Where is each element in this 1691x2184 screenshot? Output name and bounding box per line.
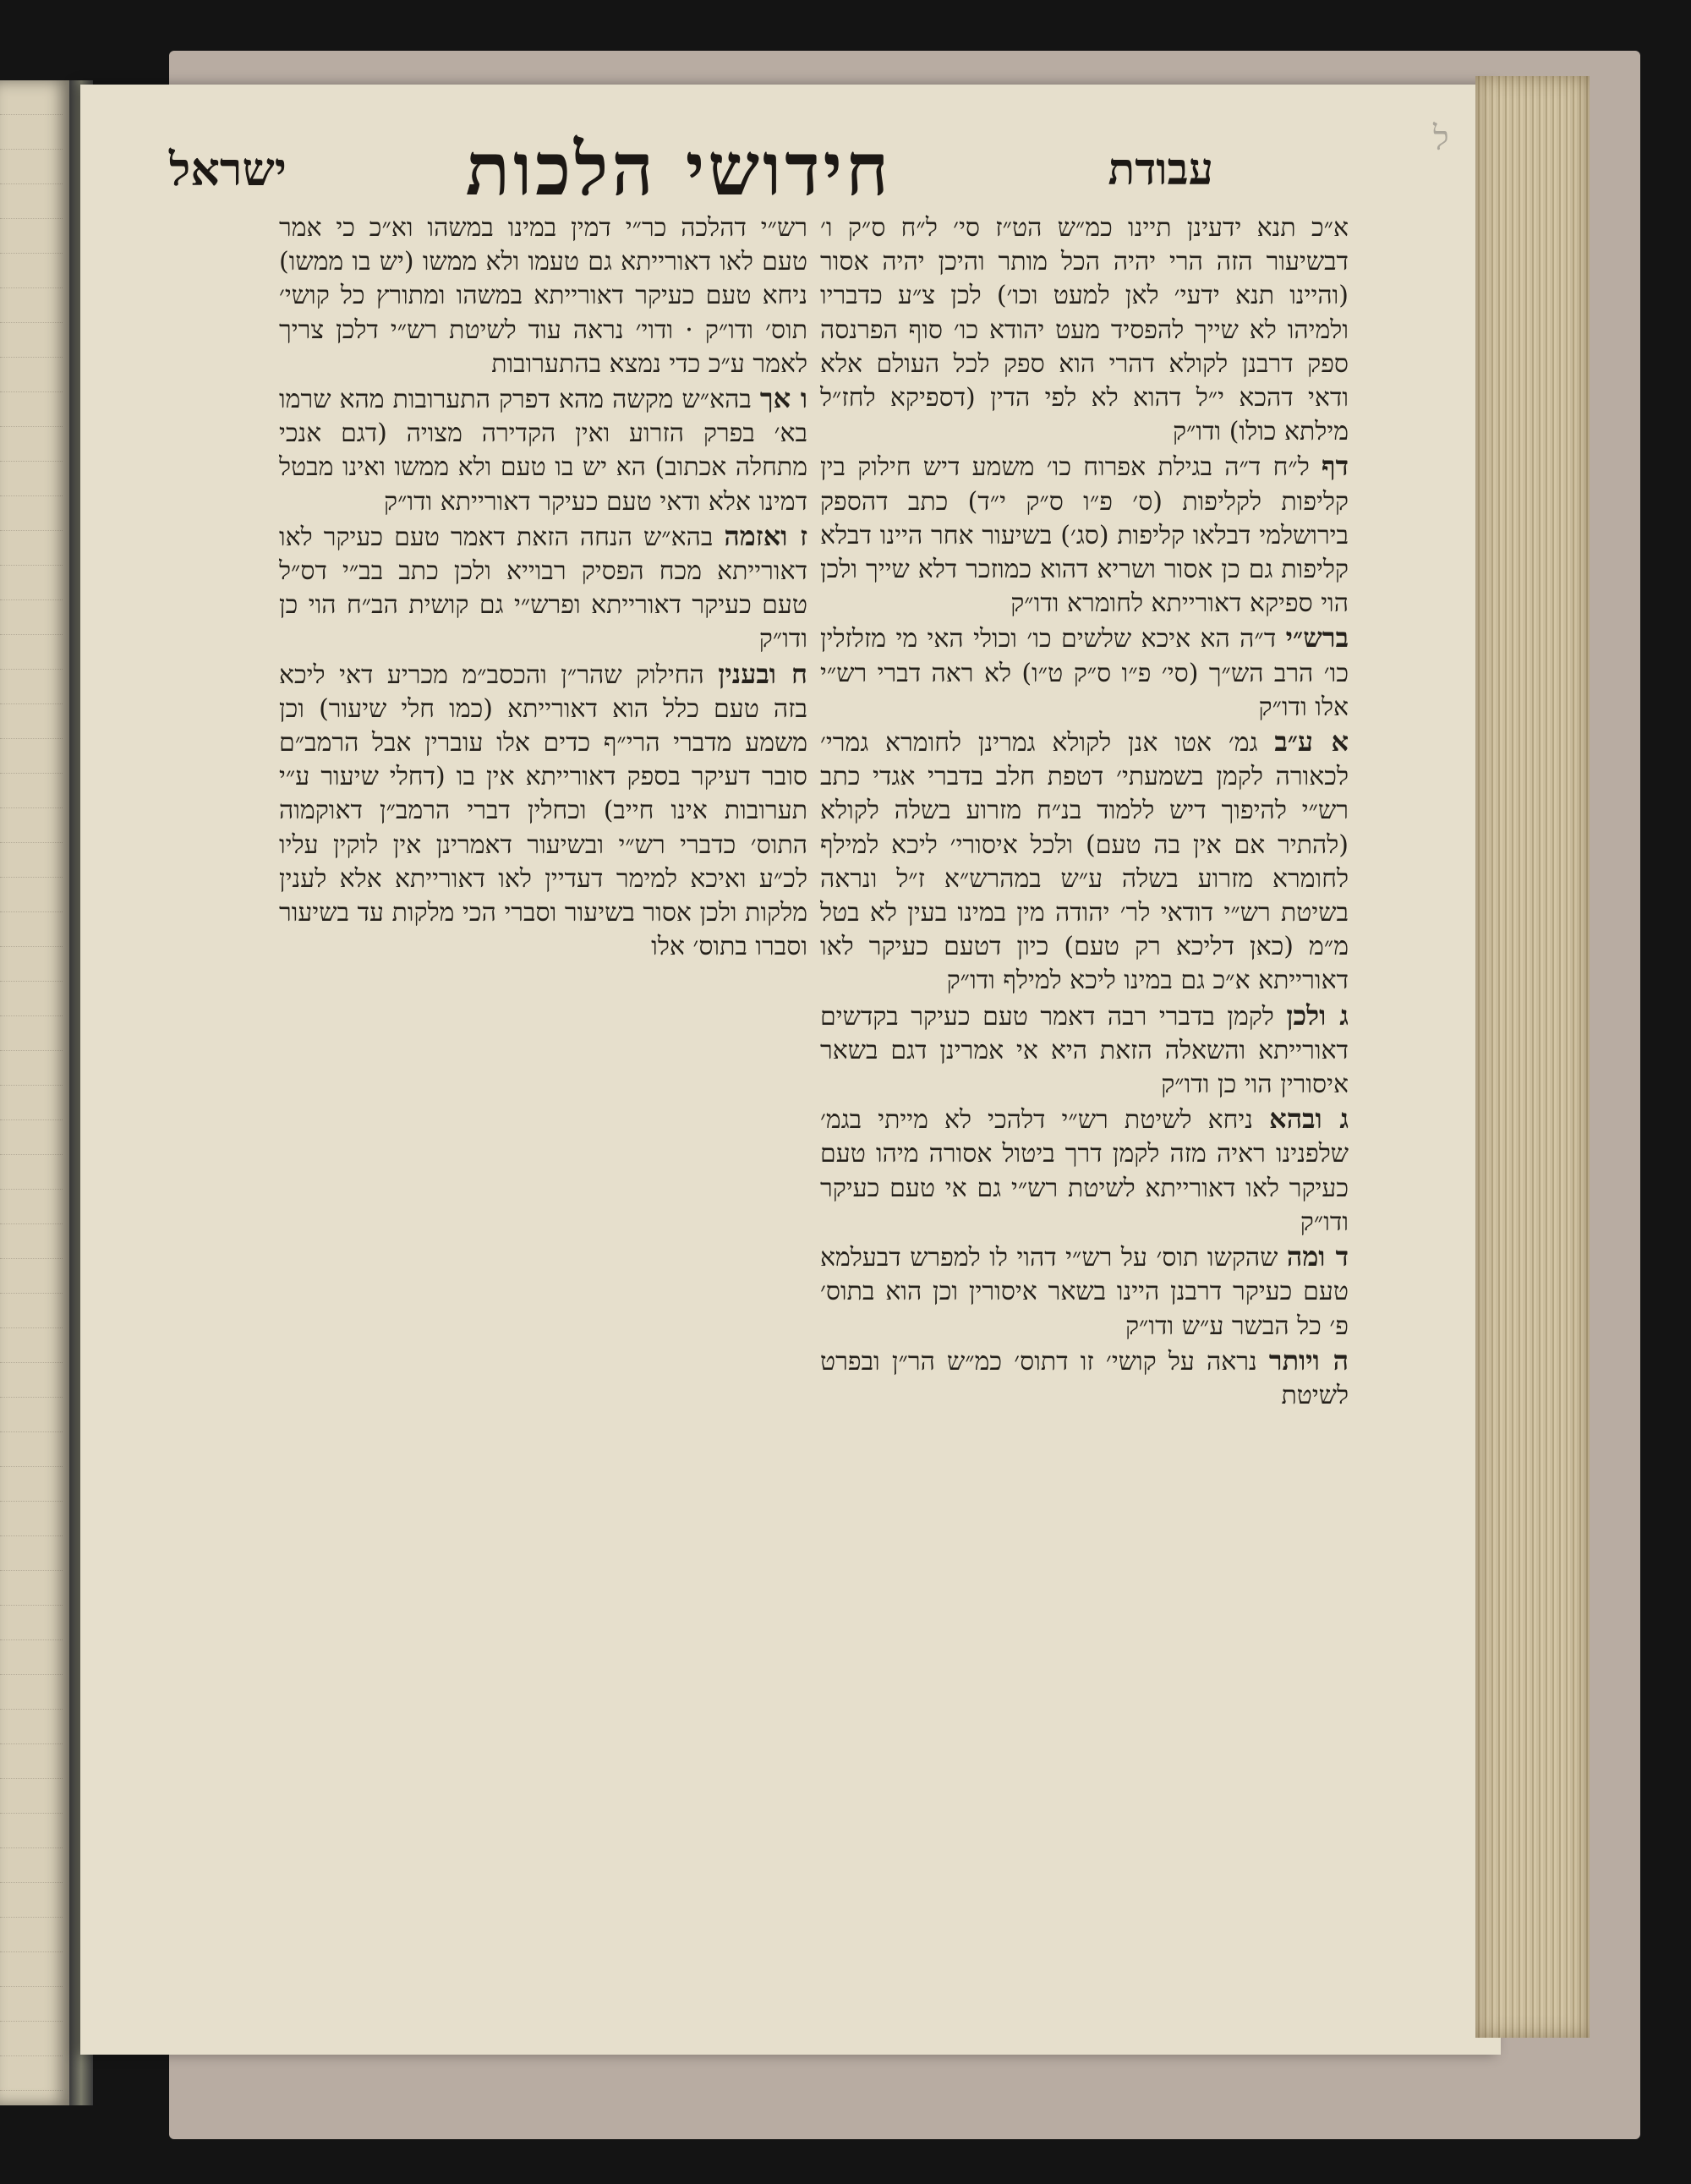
previous-page-line bbox=[0, 254, 63, 288]
previous-page-line bbox=[0, 184, 63, 219]
previous-page-line bbox=[0, 1086, 63, 1120]
previous-page-line bbox=[0, 1328, 63, 1363]
paragraph-text: בהא״ש מקשה מהא דפרק התערובות מהא שרמו בא׳ בפרק הזרוע ואין הקדירה מצויה (דגם אנכי מתחלה אכתוב) הא יש בו טעם ולא ממשו ואינו מבטל דמינו אלא ודאי טעם כעיקר דאורייתא ודו״ק bbox=[279, 385, 807, 517]
paragraph-lead: ז ואזמה bbox=[724, 519, 807, 552]
page-header bbox=[169, 127, 1327, 212]
paragraph-text: א״כ תנא ידעינן תיינו כמ״ש הט״ז סי׳ ל״ח ס״ק ו׳ דבשיעור הזה הרי יהיה הכל מותר והיכן יהיה אסור (והיינו תנא ידעי׳ לאן למעט וכו׳) לכן צ״ע כדבריו ולמיהו לא שייך להפסיד מעט יהודא כו׳ סוף הפרנסה ספק דרבנן לקולא דהרי הוא ספק לכל העולם אלא ודאי דהכא י״ל דהוא לא לפי הדין (דספיקא לחז״ל מילתא כולו) ודו״ק bbox=[820, 213, 1349, 447]
paragraph-lead: ו אך bbox=[759, 382, 807, 415]
text-paragraph bbox=[820, 999, 1349, 1103]
previous-page-line bbox=[0, 462, 63, 496]
previous-page-line bbox=[0, 1016, 63, 1051]
paragraph-lead: ברש״י bbox=[1285, 621, 1349, 654]
previous-page-line bbox=[0, 912, 63, 947]
previous-page-line bbox=[0, 1155, 63, 1190]
previous-page-line bbox=[0, 288, 63, 323]
text-paragraph bbox=[279, 519, 807, 657]
previous-page-line bbox=[0, 774, 63, 808]
paragraph-text: בהא״ש הנחה הזאת דאמר טעם כעיקר לאו דאורייתא מכח הפסיק רבוייא ולכן כתב בב״י דס״ל טעם כעיקר דאורייתא ופרש״י גם קושית הב״ח הוי כן ודו״ק bbox=[279, 522, 807, 654]
paragraph-text: שהקשו תוס׳ על רש״י דהוי לו למפרש דבעלמא טעם כעיקר דרבנן היינו בשאר איסורין וכן הוא בתוס׳ פ׳ כל הבשר ע״ש ודו״ק bbox=[820, 1243, 1349, 1341]
previous-page-line bbox=[0, 2056, 63, 2091]
text-paragraph bbox=[279, 657, 807, 965]
paragraph-text: ל״ח ד״ה בגילת אפרוח כו׳ משמע דיש חילוק בין קליפות לקליפות (ס׳ פ״ו ס״ק י״ד) כתב דהספק בירושלמי דבלאו קליפות (סג׳) בשיעור אחר היינו דבלא קליפות גם כן אסור ושריא דהוא כמוזכר דלא שייך ולכן הוי ספיקא דאורייתא לחומרא ודו״ק bbox=[820, 452, 1349, 619]
left-text-column bbox=[279, 211, 807, 1970]
right-text-column bbox=[820, 211, 1349, 1970]
previous-page-line bbox=[0, 1259, 63, 1294]
paragraph-lead: ה ויותר bbox=[1268, 1344, 1349, 1377]
header-title-right: עבודת bbox=[1108, 144, 1213, 195]
previous-page-line bbox=[0, 600, 63, 635]
paragraph-lead: ד ומה bbox=[1286, 1240, 1349, 1273]
text-paragraph bbox=[820, 449, 1349, 621]
paragraph-lead: ג ובהא bbox=[1269, 1103, 1349, 1136]
previous-page-line bbox=[0, 1363, 63, 1398]
text-paragraph bbox=[279, 211, 807, 381]
previous-page-line bbox=[0, 1883, 63, 1918]
paragraph-text: גמ׳ אטו אנן לקולא גמרינן לחומרא גמרי׳ לכאורה לקמן בשמעתי׳ דטפת חלב בדברי אגדי כתב רש״י להיפוך דיש ללמוד בנ״ח מזרוע בשלה לקולא (להתיר אם אין בה טעם) ולכל איסורי׳ ליכא למילף לחומרא מזרוע בשלה ע״ש במהרש״א ז״ל ונראה בשיטת רש״י דודאי לר׳ יהודה מין במינו בעין לא בטל מ״מ (כאן דליכא רק טעם) כיון דטעם כעיקר לאו דאורייתא א״כ גם במינו ליכא למילף ודו״ק bbox=[820, 728, 1349, 996]
header-title-center: חידושי הלכות bbox=[465, 127, 892, 212]
previous-page-fragment bbox=[0, 80, 69, 2105]
text-paragraph bbox=[820, 1344, 1349, 1413]
paragraph-text: לקמן בדברי רבה דאמר טעם כעיקר בקדשים דאורייתא והשאלה הזאת היא אי אמרינן דגם בשאר איסורין הוי כן ודו״ק bbox=[820, 1001, 1349, 1100]
previous-page-line bbox=[0, 1051, 63, 1086]
previous-page-line bbox=[0, 1120, 63, 1155]
previous-page-line bbox=[0, 1675, 63, 1710]
paragraph-text: החילוק שהר״ן והכסב״מ מכריע דאי ליכא בזה טעם כלל הוא דאורייתא (כמו חלי שיעור) וכן משמע מדברי הרי״ף כדים אלו עוברין אבל הרמב״ם סובר דעיקר בספק דאורייתא אין בו (דחלי שיעור ע״י תערובות אינו חייב) וכחלין דברי הרמב״ן דאוקמוה התוס׳ כדברי רש״י ובשיעור דאמרינן אין לוקין עליו לכ״ע ואיכא למימר דעדיין לאו דאורייתא אלא לענין מלקות ולכן אסור בשיעור וסברי הכי מלקות עד בשיעור וסברו בתוס׳ אלו bbox=[279, 660, 807, 962]
previous-page-line bbox=[0, 1744, 63, 1779]
previous-page-line bbox=[0, 1294, 63, 1328]
paragraph-text: ד״ה הא איכא שלשים כו׳ וכולי האי מי מזלזלין כו׳ הרב הש״ך (סי׳ פ״ו ס״ק ט״ו) לא ראה דברי רש״י אלו ודו״ק bbox=[820, 624, 1349, 722]
previous-page-line bbox=[0, 1571, 63, 1606]
paragraph-text: ניחא לשיטת רש״י דלהכי לא מייתי בגמ׳ שלפנינו ראיה מזה לקמן דרך ביטול אסורה מיהו טעם כעיקר לאו דאורייתא לשיטת רש״י גם אי טעם כעיקר ודו״ק bbox=[820, 1105, 1349, 1237]
previous-page-line bbox=[0, 2022, 63, 2056]
previous-page-line bbox=[0, 635, 63, 670]
paragraph-lead: ג ולכן bbox=[1286, 999, 1349, 1032]
paragraph-lead: דף bbox=[1322, 450, 1349, 483]
text-paragraph bbox=[820, 1240, 1349, 1344]
text-paragraph bbox=[820, 621, 1349, 725]
previous-page-line bbox=[0, 1536, 63, 1571]
previous-page-line bbox=[0, 808, 63, 843]
previous-page-line bbox=[0, 1606, 63, 1640]
previous-page-line bbox=[0, 566, 63, 600]
previous-page-line bbox=[0, 80, 63, 115]
page-number: ל bbox=[1433, 119, 1449, 158]
header-title-left: ישראל bbox=[169, 142, 287, 196]
text-paragraph bbox=[820, 1102, 1349, 1240]
paragraph-text: רש״י דהלכה כר״י דמין במינו במשהו וא״כ כי אמר טעם לאו דאורייתא גם טעמו ולא ממשו (יש בו ממשו) ניחא טעם כעיקר דאורייתא במשהו ומתורץ כל קושי׳ תוס׳ ודו״ק · ודוי׳ נראה עוד לשיטת רש״י דלכן צריך לאמר ע״כ כדי נמצא בהתערובות bbox=[279, 213, 807, 379]
previous-page-line bbox=[0, 1848, 63, 1883]
paragraph-lead: א ע״ב bbox=[1274, 725, 1349, 758]
previous-page-line bbox=[0, 1502, 63, 1536]
previous-page-line bbox=[0, 358, 63, 392]
previous-page-line bbox=[0, 496, 63, 531]
previous-page-line bbox=[0, 1398, 63, 1432]
previous-page-line bbox=[0, 1987, 63, 2022]
previous-page-line bbox=[0, 1779, 63, 1814]
previous-page-line bbox=[0, 843, 63, 878]
text-paragraph bbox=[279, 381, 807, 519]
previous-page-line bbox=[0, 1190, 63, 1224]
previous-page-line bbox=[0, 947, 63, 982]
previous-page-line bbox=[0, 115, 63, 150]
previous-page-line bbox=[0, 1814, 63, 1848]
previous-page-line bbox=[0, 670, 63, 704]
text-paragraph bbox=[820, 211, 1349, 449]
paragraph-text: נראה על קושי׳ זו דתוס׳ כמ״ש הר״ן ובפרט לשיטת bbox=[820, 1346, 1349, 1410]
previous-page-line bbox=[0, 392, 63, 427]
previous-page-line bbox=[0, 1640, 63, 1675]
text-paragraph bbox=[820, 725, 1349, 999]
previous-page-line bbox=[0, 1952, 63, 1987]
previous-page-line bbox=[0, 1710, 63, 1744]
previous-page-line bbox=[0, 1432, 63, 1467]
previous-page-line bbox=[0, 878, 63, 912]
previous-page-line bbox=[0, 323, 63, 358]
page-edges bbox=[1475, 76, 1590, 2038]
previous-page-line bbox=[0, 531, 63, 566]
previous-page-line bbox=[0, 427, 63, 462]
previous-page-line bbox=[0, 1918, 63, 1952]
paragraph-lead: ח ובענין bbox=[718, 657, 807, 690]
previous-page-line bbox=[0, 219, 63, 254]
previous-page-line bbox=[0, 1467, 63, 1502]
previous-page-line bbox=[0, 150, 63, 184]
previous-page-line bbox=[0, 982, 63, 1016]
previous-page-line bbox=[0, 739, 63, 774]
previous-page-line bbox=[0, 1224, 63, 1259]
previous-page-line bbox=[0, 704, 63, 739]
